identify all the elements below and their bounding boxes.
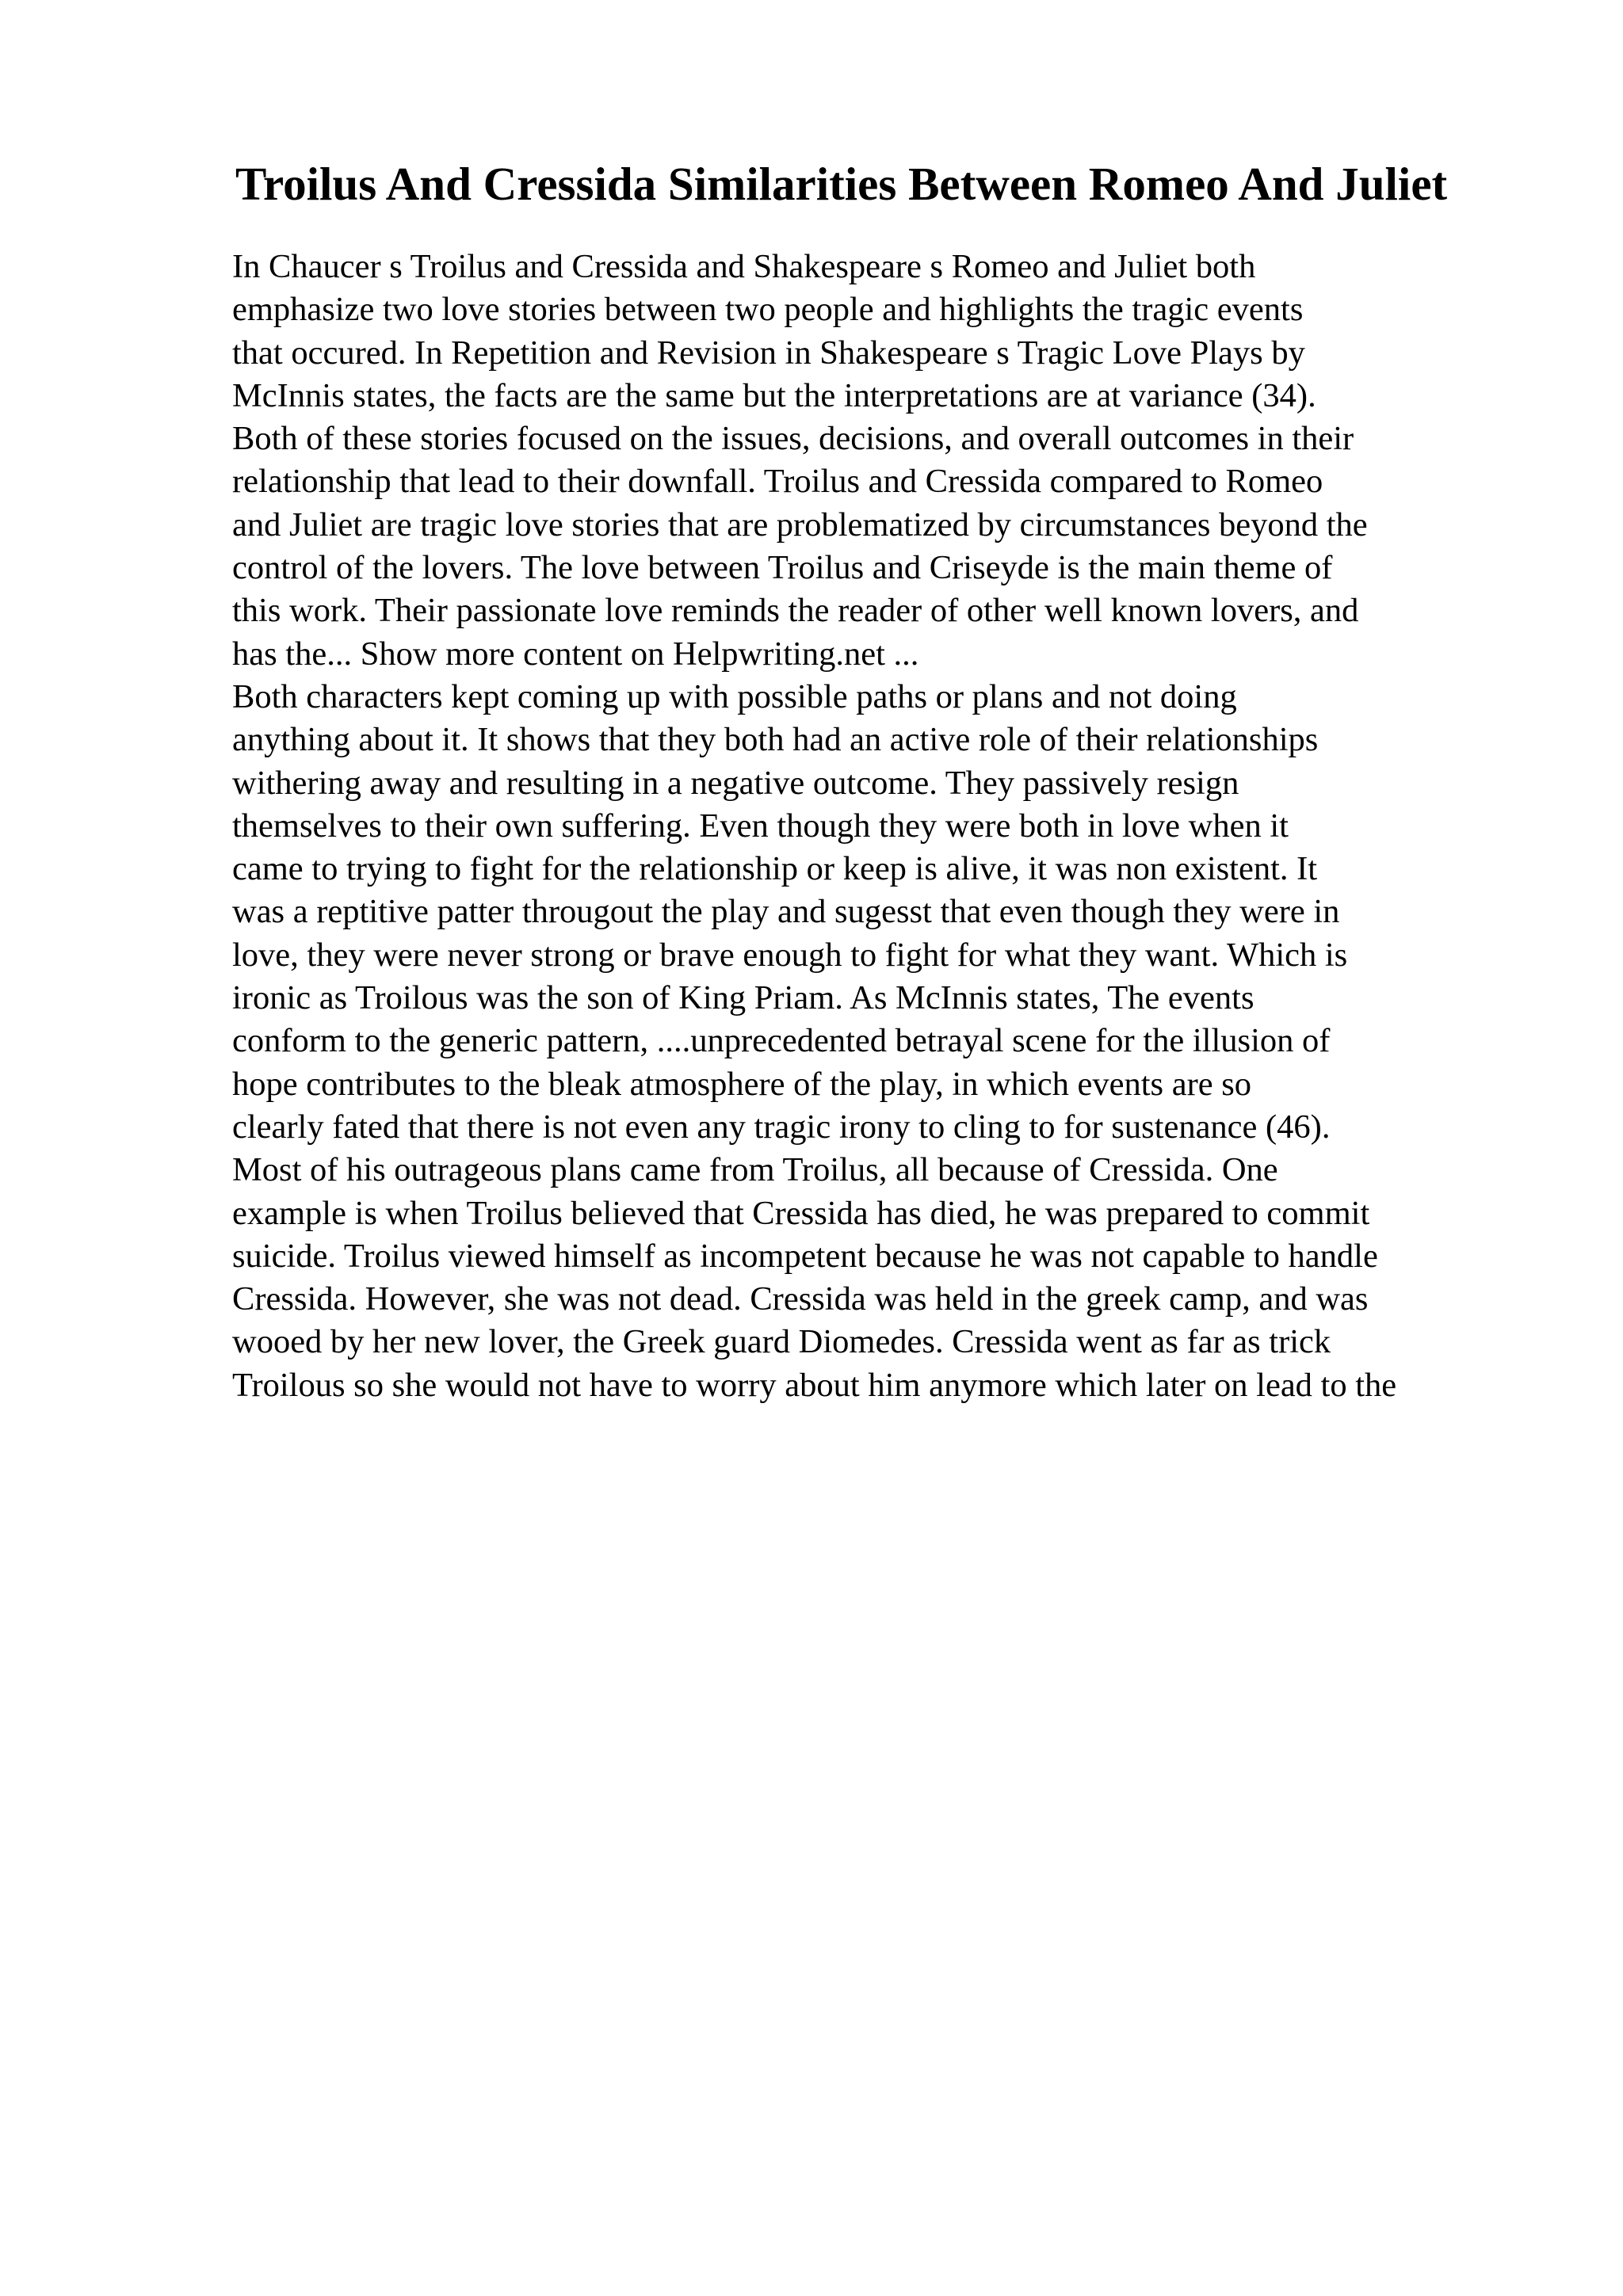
body-line: control of the lovers. The love between Troilus and Criseyde is the main theme of [232,549,1333,587]
document-body [232,246,1619,1407]
body-line: ironic as Troilous was the son of King Priam. As McInnis states, The events [232,979,1254,1017]
body-line: wooed by her new lover, the Greek guard Diomedes. Cressida went as far as trick [232,1323,1331,1361]
body-line: Most of his outrageous plans came from Troilus, all because of Cressida. One [232,1151,1278,1189]
body-line: emphasize two love stories between two people and highlights the tragic events [232,291,1304,329]
body-line: hope contributes to the bleak atmosphere of the play, in which events are so [232,1065,1252,1103]
body-line: Both of these stories focused on the issues, decisions, and overall outcomes in their [232,420,1354,458]
body-line: love, they were never strong or brave enough to fight for what they want. Which is [232,936,1348,974]
body-line: clearly fated that there is not even any tragic irony to cling to for sustenance (46). [232,1108,1331,1146]
show-more-line: has the... Show more content on Helpwriting.net ... [232,635,919,673]
body-line: In Chaucer s Troilus and Cressida and Shakespeare s Romeo and Juliet both [232,248,1256,285]
body-line: came to trying to fight for the relationship or keep is alive, it was non existent. It [232,850,1318,888]
body-line: themselves to their own suffering. Even though they were both in love when it [232,807,1289,845]
body-line: Cressida. However, she was not dead. Cressida was held in the greek camp, and was [232,1280,1369,1318]
body-line: example is when Troilus believed that Cressida has died, he was prepared to commit [232,1194,1370,1232]
body-line: and Juliet are tragic love stories that are problematized by circumstances beyond the [232,505,1368,543]
body-line: relationship that lead to their downfall. Troilus and Cressida compared to Romeo [232,463,1323,501]
body-line: Both characters kept coming up with possible paths or plans and not doing [232,677,1237,715]
body-line: this work. Their passionate love reminds the reader of other well known lovers, and [232,592,1359,630]
body-line: Troilous so she would not have to worry about him anymore which later on lead to the [232,1366,1397,1404]
body-line: withering away and resulting in a negative outcome. They passively resign [232,764,1239,802]
body-line: anything about it. It shows that they both had an active role of their relationships [232,721,1319,759]
body-line: was a reptitive patter througout the play and sugesst that even though they were in [232,893,1340,931]
body-line: that occured. In Repetition and Revision in Shakespeare s Tragic Love Plays by [232,334,1305,372]
body-line: suicide. Troilus viewed himself as incompetent because he was not capable to handle [232,1237,1378,1275]
body-line: conform to the generic pattern, ....unprecedented betrayal scene for the illusion of [232,1022,1331,1060]
body-line: McInnis states, the facts are the same but the interpretations are at variance (34). [232,376,1316,414]
document-title: Troilus And Cressida Similarities Between Romeo And Juliet [235,158,1448,210]
